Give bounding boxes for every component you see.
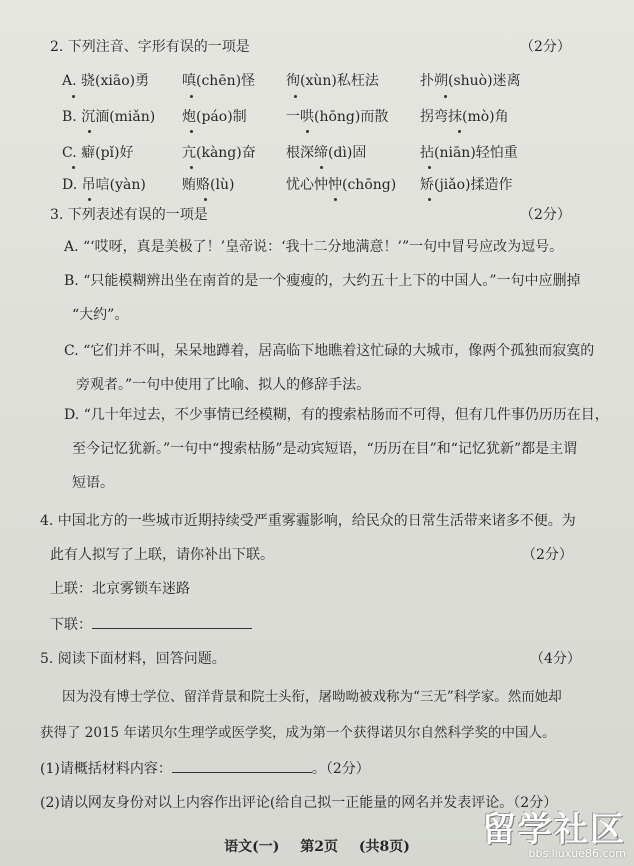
emphasis-dot (204, 198, 207, 201)
q3-option-c-line2: 旁观者。”一句中使用了比喻、拟人的修辞手法。 (76, 377, 371, 393)
watermark-url: bbs.liuxue86.com (528, 847, 626, 860)
q3-score: （2分） (520, 207, 571, 223)
q2-option-c-4: 拈(niān)轻怕重 (420, 145, 518, 161)
watermark-logo: 留学社区 (482, 810, 626, 850)
q5-stem: 5. 阅读下面材料，回答问题。 (40, 651, 226, 667)
q3-stem: 3. 下列表述有误的一项是 (50, 207, 208, 223)
q2-option-b-2: 炮(páo)制 (182, 109, 247, 125)
q3-option-b-line2: “大约”。 (72, 307, 129, 323)
q3-option-d-line2: 至今记忆犹新。”一句中“搜索枯肠”是动宾短语，“历历在目”和“记忆犹新”都是主谓 (72, 441, 578, 457)
q2-option-b-4: 拐弯抹(mò)角 (420, 109, 509, 125)
q2-option-d-3: 忧心忡忡(chōng) (286, 177, 397, 193)
emphasis-dot (190, 95, 193, 98)
q2-option-d-1: D. 吊唁(yàn) (62, 177, 146, 193)
footer-total: (共8页) (358, 839, 410, 855)
q2-option-c-2: 亢(kàng)奋 (182, 145, 256, 161)
q4-stem-line1: 4. 中国北方的一些城市近期持续受严重雾霾影响，给民众的日常生活带来诸多不便。为 (40, 513, 576, 529)
q5-sub2: (2)请以网友身份对以上内容作出评论(给自己拟一正能量的网名并发表评论。（2分） (40, 795, 558, 811)
q2-option-c-3: 根深缔(dì)固 (286, 145, 367, 161)
q4-lower-label: 下联： (50, 617, 92, 633)
q2-option-c-1: C. 癖(pǐ)好 (62, 145, 134, 161)
q5-material-line2: 获得了 2015 年诺贝尔生理学或医学奖，成为第一个获得诺贝尔自然科学奖的中国人。 (40, 725, 556, 741)
emphasis-dot (334, 198, 337, 201)
emphasis-dot (190, 166, 193, 169)
q2-stem: 2. 下列注音、字形有误的一项是 (50, 39, 250, 55)
emphasis-dot (190, 130, 193, 133)
q2-option-d-2: 贿赂(lù) (182, 177, 235, 193)
q2-option-d-4: 矫(jiǎo)揉造作 (420, 177, 513, 193)
q2-option-b-3: 一哄(hōng)而散 (286, 109, 389, 125)
emphasis-dot (72, 166, 75, 169)
q5-score: （4分） (530, 651, 581, 667)
q2-option-a-3: 徇(xùn)私枉法 (286, 73, 379, 89)
q2-score: （2分） (520, 39, 571, 55)
emphasis-dot (88, 198, 91, 201)
emphasis-dot (88, 130, 91, 133)
emphasis-dot (294, 95, 297, 98)
emphasis-dot (428, 166, 431, 169)
q3-option-c-line1: C. “它们并不叫，呆呆地蹲着，居高临下地瞧着这忙碌的大城市，像两个孤独而寂寞的 (64, 343, 595, 359)
q4-score: （2分） (522, 547, 573, 563)
q2-option-b-1: B. 沉湎(miǎn) (62, 109, 156, 125)
emphasis-dot (444, 95, 447, 98)
emphasis-dot (320, 166, 323, 169)
emphasis-dot (72, 95, 75, 98)
q3-option-d-line3: 短语。 (72, 475, 114, 491)
q5-material-line1: 因为没有博士学位、留洋背景和院士头衔，屠呦呦被戏称为“三无”科学家。然而她却 (62, 689, 562, 705)
q2-option-a-4: 扑朔(shuò)迷离 (420, 73, 521, 89)
q5-sub1 (40, 758, 370, 778)
q3-option-b-line1: B. “只能模糊辨出坐在南首的是一个瘦瘦的，大约五十上下的中国人。”一句中应删掉 (64, 273, 581, 289)
watermark (482, 812, 626, 860)
footer-page: 第2页 (300, 839, 338, 855)
q4-stem-line2: 此有人拟写了上联，请你补出下联。 (50, 547, 274, 563)
q4-answer-blank[interactable] (92, 614, 252, 629)
footer-subject: 语文(一) (224, 839, 280, 855)
emphasis-dot (458, 130, 461, 133)
q2-option-a-2: 嗔(chēn)怪 (182, 73, 256, 89)
q2-option-a-1: A. 骁(xiāo)勇 (62, 73, 150, 89)
q4-upper-couplet: 上联：北京雾锁车迷路 (50, 581, 190, 597)
q5-sub1-blank[interactable] (172, 758, 312, 773)
q3-option-a: A. “‘哎呀，真是美极了！’皇帝说：‘我十二分地满意！’”一句中冒号应改为逗号。 (64, 239, 564, 255)
q4-lower-couplet (50, 614, 252, 634)
q3-option-d-line1: D. “几十年过去，不少事情已经模糊，有的搜索枯肠而不可得，但有几件事仍历历在目， (64, 407, 609, 423)
emphasis-dot (428, 198, 431, 201)
emphasis-dot (306, 130, 309, 133)
q5-sub1-label: (1)请概括材料内容： (40, 761, 172, 777)
q5-sub1-score: 。（2分） (311, 761, 370, 777)
